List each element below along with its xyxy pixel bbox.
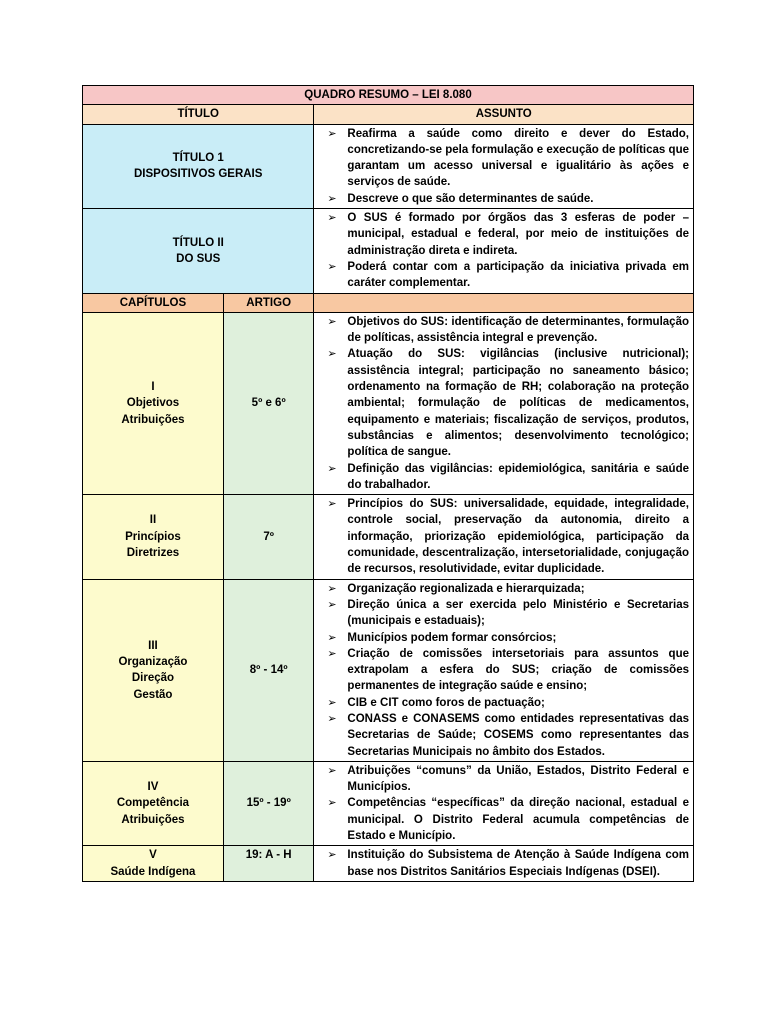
list-item: ➢ Criação de comissões intersetoriais para assuntos que extrapolam a esfera do SUS; criação de comissões permanentes de integração saúde e ensino; [318,646,689,695]
titulo-label: TÍTULO II [172,236,224,249]
capitulo-row [83,761,694,845]
titulo-row [83,209,694,293]
capitulo-cell [83,846,224,882]
list-item: ➢ Direção única a ser exercida pelo Ministério e Secretarias (municipais e estaduais); [318,597,689,630]
titulo-name: DISPOSITIVOS GERAIS [133,168,263,181]
list-item: ➢ Objetivos do SUS: identificação de determinantes, formulação de políticas, assistência integral e prevenção. [318,314,689,347]
capitulo-number: I [151,381,155,394]
capitulo-row [83,312,694,494]
capitulo-cell [83,761,224,845]
column-header-assunto: ASSUNTO [314,105,694,124]
column-header-titulo: TÍTULO [83,105,314,124]
list-item: ➢ Organização regionalizada e hierarquizada; [318,581,689,597]
assunto-list [318,496,689,577]
assunto-cell [314,312,694,494]
list-item: ➢ CONASS e CONASEMS como entidades representativas das Secretarias de Saúde; COSEMS como representantes das Secretarias Municipais no âmbito dos Estados. [318,711,689,760]
capitulo-row [83,846,694,882]
titulo-row [83,124,694,208]
capitulo-number: V [149,849,157,862]
list-item: ➢ Municípios podem formar consórcios; [318,630,689,646]
titulo-label: TÍTULO 1 [172,152,224,165]
list-item: ➢ CIB e CIT como foros de pactuação; [318,695,689,711]
assunto-list [318,210,689,291]
capitulo-number: IV [147,781,159,794]
list-item: ➢ Atribuições “comuns” da União, Estados, Distrito Federal e Municípios. [318,763,689,796]
artigo-cell: 19: A - H [223,846,314,882]
titulo-name: DO SUS [176,252,221,265]
column-header-artigo: ARTIGO [223,293,314,312]
table-title: QUADRO RESUMO – LEI 8.080 [83,86,694,105]
assunto-list [318,314,689,493]
capitulo-name: Organização [118,655,188,668]
assunto-cell [314,846,694,882]
list-item: ➢ Competências “específicas” da direção nacional, estadual e municipal. O Distrito Federal acumula competências de Estado e Município. [318,795,689,844]
assunto-cell [314,495,694,579]
list-item: ➢ Princípios do SUS: universalidade, equidade, integralidade, controle social, preservação da autonomia, direito a informação, priorização epidemiológica, participação da comunidade, descentralização, intersetorialidade, conjugação de recursos, resolutividade, evitar duplicidade. [318,496,689,577]
capitulo-row [83,579,694,761]
capitulo-name: Direção [131,672,175,685]
capitulo-name: Princípios [125,530,181,543]
capitulo-name: Diretrizes [126,547,180,560]
list-item: ➢ Descreve o que são determinantes de saúde. [318,191,689,207]
assunto-list [318,763,689,844]
capitulo-name: Competência [116,797,190,810]
list-item: ➢ Poderá contar com a participação da iniciativa privada em caráter complementar. [318,259,689,292]
capitulo-cell [83,579,224,761]
assunto-cell [314,209,694,293]
title-row [83,86,694,105]
list-item: ➢ Instituição do Subsistema de Atenção à Saúde Indígena com base nos Distritos Sanitários Especiais Indígenas (DSEI). [318,847,689,880]
assunto-cell [314,761,694,845]
assunto-cell [314,579,694,761]
capitulo-cell [83,495,224,579]
capitulo-name: Saúde Indígena [110,865,196,878]
capitulo-name: Gestão [133,688,173,701]
quadro-resumo-table [82,85,694,882]
column-header-capitulos: CAPÍTULOS [83,293,224,312]
assunto-list [318,126,689,207]
capitulo-number: III [148,639,158,652]
titulo-cell [83,124,314,208]
artigo-cell: 15º - 19º [223,761,314,845]
subheader-row [83,293,694,312]
assunto-cell [314,124,694,208]
list-item: ➢ Definição das vigilâncias: epidemiológica, sanitária e saúde do trabalhador. [318,461,689,494]
header-row [83,105,694,124]
column-header-empty [314,293,694,312]
titulo-cell [83,209,314,293]
capitulo-row [83,495,694,579]
capitulo-number: II [149,514,157,527]
assunto-list [318,847,689,880]
capitulo-name: Atribuições [121,813,185,826]
capitulo-name: Objetivos [126,397,180,410]
list-item: ➢ Reafirma a saúde como direito e dever do Estado, concretizando-se pela formulação e execução de políticas que garantam um acesso universal e igualitário às ações e serviços de saúde. [318,126,689,191]
list-item: ➢ O SUS é formado por órgãos das 3 esferas de poder – municipal, estadual e federal, por meio de instituições de administração direta e indireta. [318,210,689,259]
capitulo-name: Atribuições [121,413,185,426]
capitulo-cell [83,312,224,494]
assunto-list [318,581,689,760]
list-item: ➢ Atuação do SUS: vigilâncias (inclusive nutricional); assistência integral; participação no saneamento básico; ordenamento na formação de RH; colaboração na proteção ambiental; formulação de políticas de medicamentos, equipamento e materiais; fiscalização de serviços, produtos, substâncias e alimentos; desenvolvimento tecnológico; política de sangue. [318,346,689,460]
artigo-cell: 8º - 14º [223,579,314,761]
artigo-cell: 7º [223,495,314,579]
artigo-cell: 5º e 6º [223,312,314,494]
